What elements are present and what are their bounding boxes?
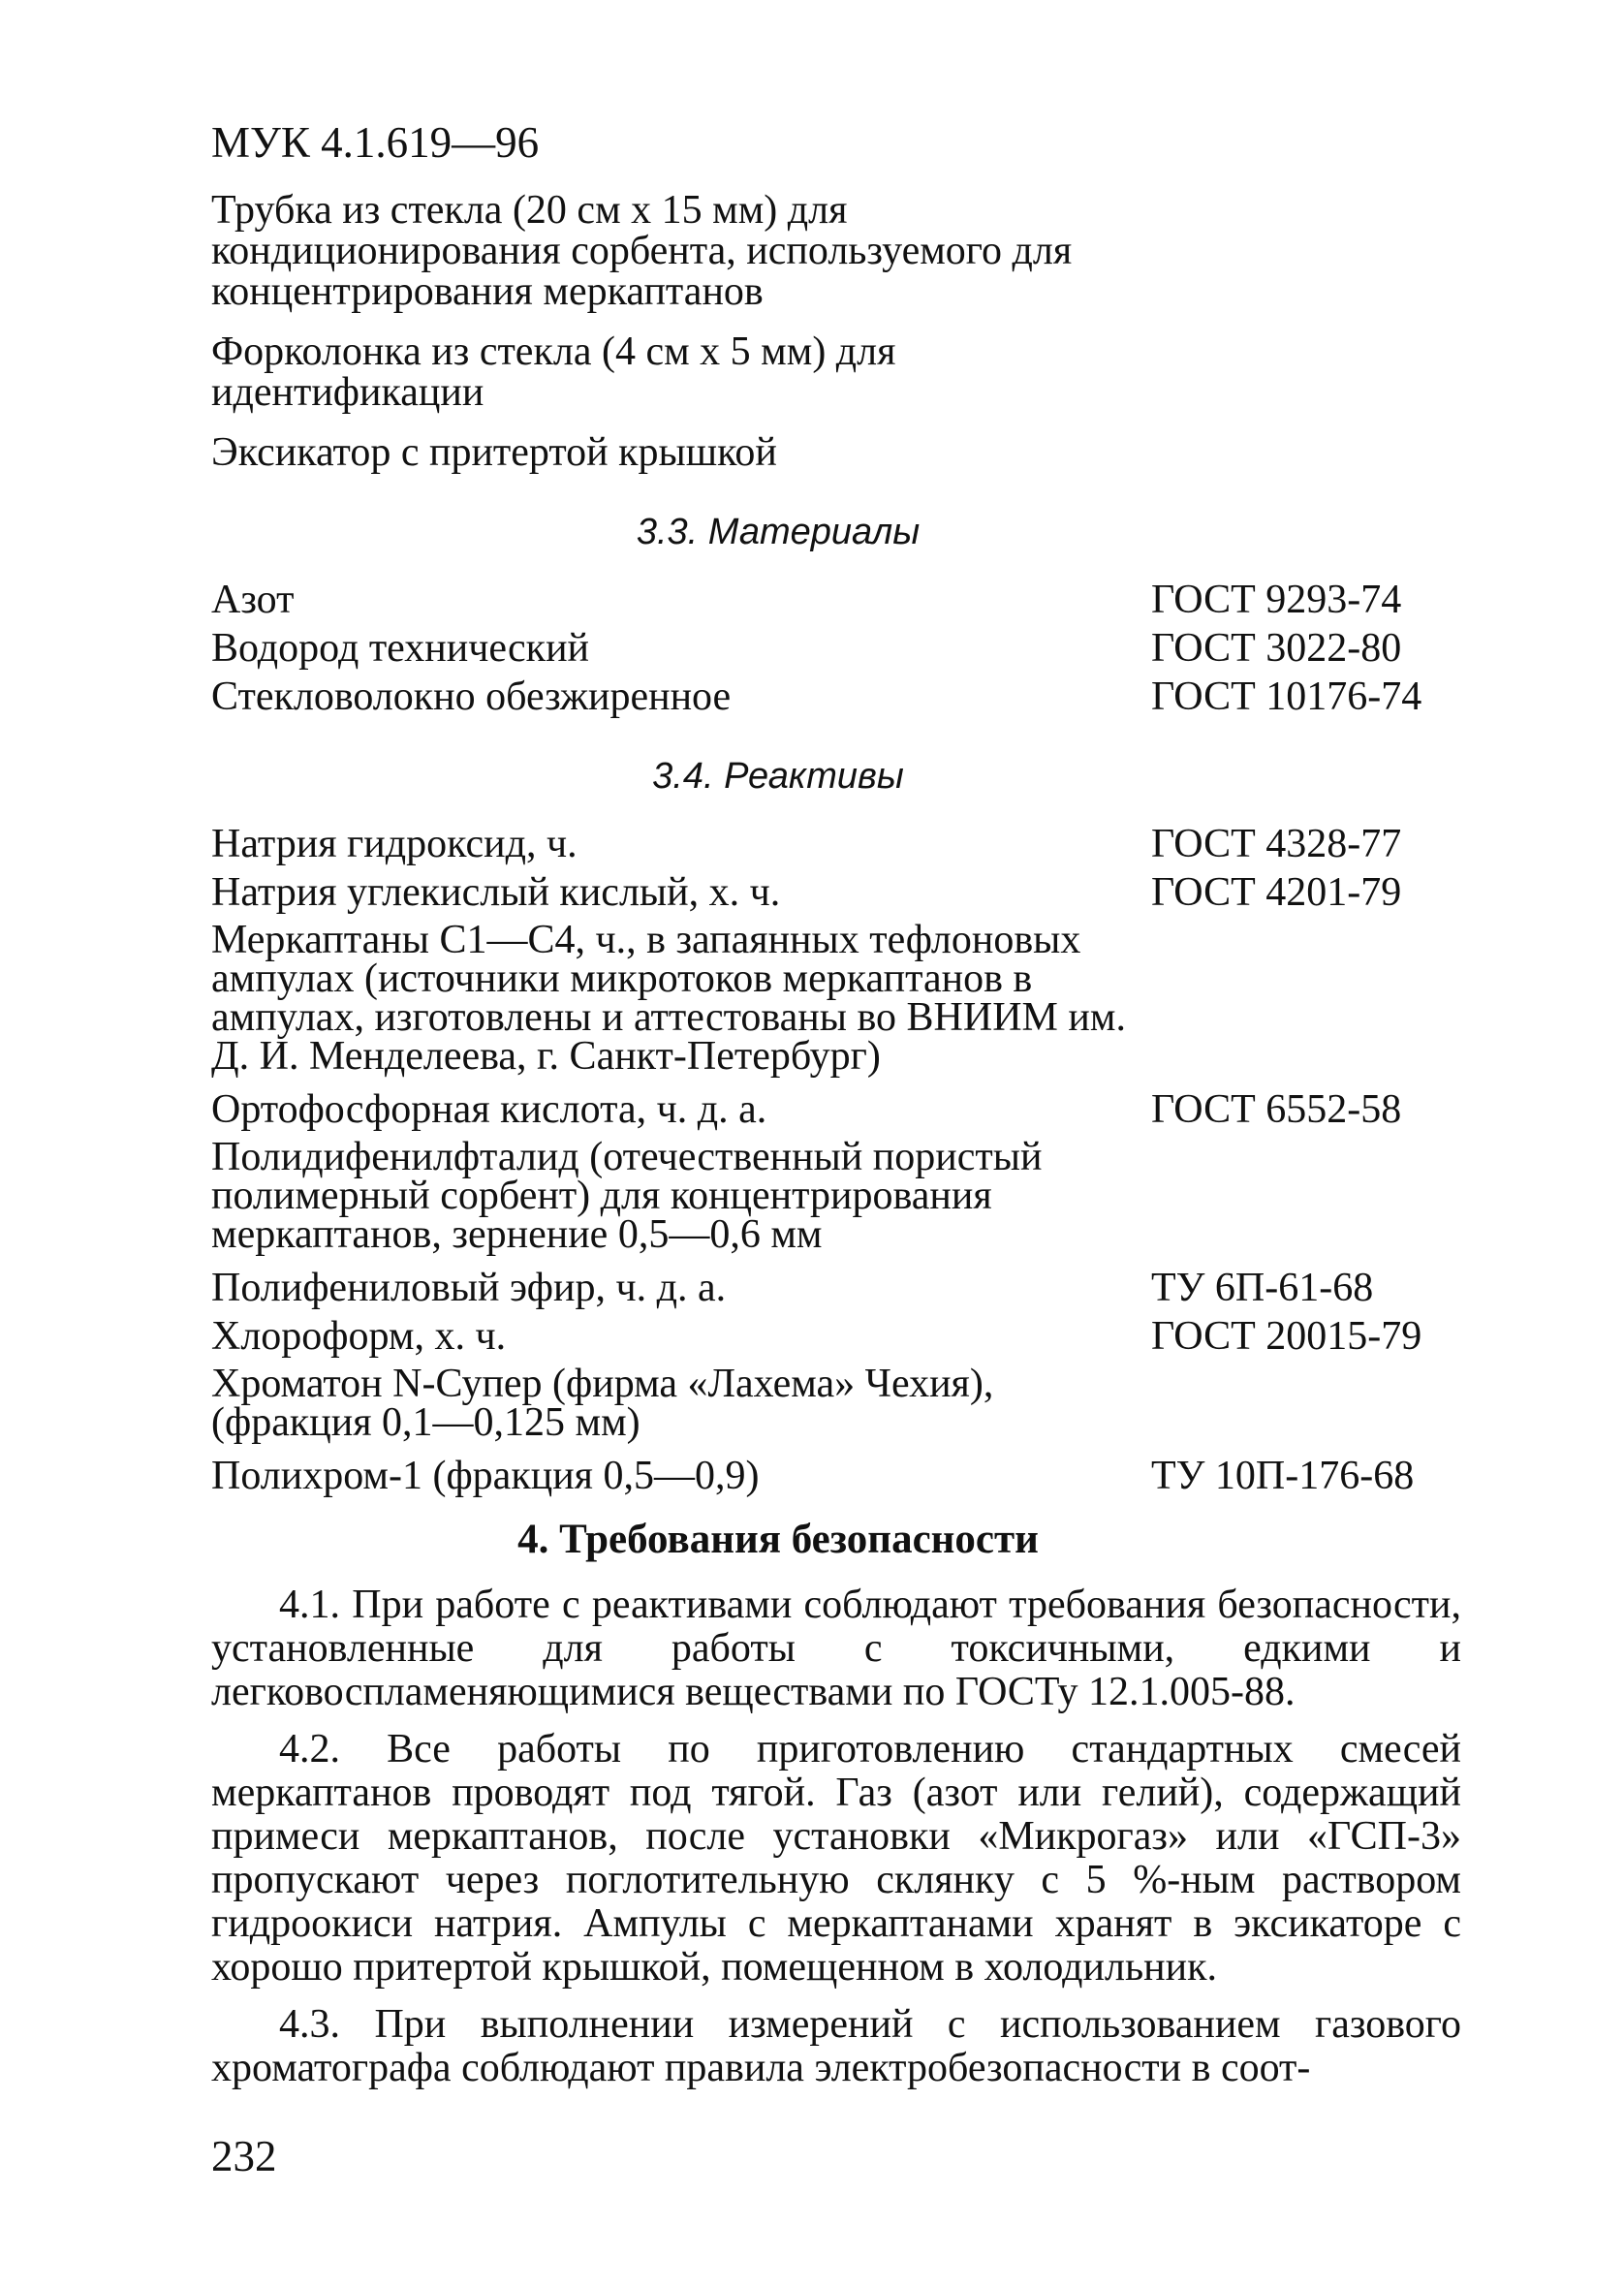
page-number: 232 bbox=[211, 2132, 277, 2180]
reagent-name: Хроматон N-Супер (фирма «Лахема» Чехия), (фракция 0,1—0,125 мм) bbox=[211, 1362, 994, 1445]
reagent-standard bbox=[1151, 1364, 1461, 1442]
material-row bbox=[211, 628, 1461, 669]
reagent-standard: ГОСТ 4328-77 bbox=[1151, 822, 1402, 866]
equipment-item: Эксикатор с притертой крышкой bbox=[211, 430, 777, 475]
reagent-row bbox=[211, 1362, 1461, 1445]
material-standard: ГОСТ 3022-80 bbox=[1151, 626, 1402, 671]
reagent-row bbox=[211, 1456, 1461, 1496]
reagent-standard bbox=[1151, 1138, 1461, 1254]
safety-paragraph: 4.2. Все работы по приготовлению стандартных смесей меркаптанов проводят под тягой. Газ (азот или гелий), содержащий примеси меркаптанов, после установки «Микрогаз» или «ГСП-3» пропускают через поглотительную склянку с 5 %-ным раствором гидроокиси натрия. Ампулы с меркаптанами хранят в эксикаторе с хорошо притертой крышкой, помещенном в холодильник. bbox=[211, 1727, 1461, 1990]
material-standard: ГОСТ 9293-74 bbox=[1151, 578, 1402, 622]
materials-title: 3.3. Материалы bbox=[636, 512, 921, 552]
safety-section-heading: 4. Требования безопасности bbox=[517, 1517, 1039, 1562]
reagent-name: Меркаптаны С1—С4, ч., в запаянных тефлоновых ампулах (источники микротоков меркаптанов в ампулах, изготовлены и аттестованы во ВНИИМ им. Д. И. Менделеева, г. Санкт-Петербург) bbox=[211, 918, 1126, 1079]
reagent-standard: ТУ 6П-61-68 bbox=[1151, 1266, 1374, 1310]
material-name: Водород технический bbox=[211, 626, 590, 671]
safety-paragraph: 4.3. При выполнении измерений с использованием газового хроматографа соблюдают правила электробезопасности в соот- bbox=[211, 2002, 1461, 2090]
reagent-row bbox=[211, 824, 1461, 864]
reagent-name: Полифениловый эфир, ч. д. а. bbox=[211, 1266, 727, 1310]
reagent-name: Хлороформ, х. ч. bbox=[211, 1314, 507, 1359]
reagent-row bbox=[211, 872, 1461, 913]
reagent-name: Полидифенилфталид (отечественный пористый полимерный сорбент) для концентрирования меркаптанов, зернение 0,5—0,6 мм bbox=[211, 1135, 1043, 1257]
reagent-name: Натрия гидроксид, ч. bbox=[211, 822, 578, 866]
reagent-name: Полихром-1 (фракция 0,5—0,9) bbox=[211, 1454, 760, 1498]
material-row bbox=[211, 676, 1461, 717]
reagent-standard: ГОСТ 6552-58 bbox=[1151, 1087, 1402, 1132]
reagent-row bbox=[211, 1268, 1461, 1308]
material-row bbox=[211, 580, 1461, 620]
reagents-title: 3.4. Реактивы bbox=[652, 756, 904, 797]
document-page bbox=[211, 116, 1461, 2104]
materials-list bbox=[211, 580, 1461, 717]
material-name: Азот bbox=[211, 578, 295, 622]
equipment-item: Трубка из стекла (20 см x 15 мм) для кондиционирования сорбента, используемого для концентрирования меркаптанов bbox=[211, 188, 1073, 314]
reagent-standard: ГОСТ 4201-79 bbox=[1151, 870, 1402, 915]
safety-paragraphs bbox=[211, 1583, 1461, 2090]
reagent-row bbox=[211, 1135, 1461, 1257]
reagent-row bbox=[211, 918, 1461, 1079]
reagent-row bbox=[211, 1316, 1461, 1357]
reagents-list bbox=[211, 824, 1461, 1496]
reagent-standard: ТУ 10П-176-68 bbox=[1151, 1454, 1415, 1498]
reagent-name: Ортофосфорная кислота, ч. д. а. bbox=[211, 1087, 767, 1132]
safety-paragraph: 4.1. При работе с реактивами соблюдают требования безопасности, установленные для работы с токсичными, едкими и легковоспламеняющимися веществами по ГОСТу 12.1.005-88. bbox=[211, 1583, 1461, 1714]
equipment-list bbox=[211, 190, 1461, 473]
document-code-header: МУК 4.1.619—96 bbox=[211, 118, 540, 167]
reagent-name: Натрия углекислый кислый, х. ч. bbox=[211, 870, 781, 915]
material-name: Стекловолокно обезжиренное bbox=[211, 674, 732, 719]
equipment-item: Форколонка из стекла (4 см x 5 мм) для идентификации bbox=[211, 329, 896, 415]
material-standard: ГОСТ 10176-74 bbox=[1151, 674, 1422, 719]
reagent-row bbox=[211, 1089, 1461, 1130]
reagent-standard: ГОСТ 20015-79 bbox=[1151, 1314, 1422, 1359]
reagent-standard bbox=[1151, 921, 1461, 1076]
